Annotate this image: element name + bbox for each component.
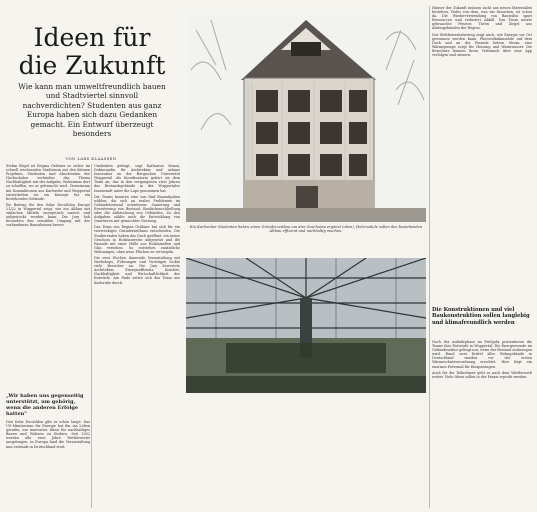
article-column-4-continued [432,340,532,508]
column-1-paragraph-1: Stefan Bögel ist Regina Gräbner so sicher im schnell wachsenden Stadtraum mit den kleinen Projekten. Studenten und Absolventen der Hochschulen verbinden das Thema Nachhaltigkeit mit der Aufgabe, Wohnraum dort zu schaffen, wo er gebraucht wird. Gemeinsam mit Kommilitonen aus Karlsruhe und Wuppertal entwickelten sie ein Konzept für ein bestehendes Gebäude. [6,164,90,201]
column-2-paragraph-1: Umdenken gefragt, sagt Katharina Simon, Doktorandin für Architektur und urbane Innovation an der Bergischen Universität Wuppertal. Als Koordinatorin gehört sie dem Team an, das in den vergangenen zwei Jahren das Bestandsgebäude in der Wuppertaler Innenstadt unter die Lupe genommen hat. [94,164,180,193]
column-divider [429,6,430,508]
column-2-paragraph-2: Die Teams konnten eine von fünf Bauaufgaben wählen, die sich an realen Problemen im Gebäudebestand orientieren: Sanierung und Erweiterung von Bestand, Baulückenschließung oder die Aufstockung von Gebäuden. Zu den Aufgaben zählte auch die Entwicklung von Quartieren mit gemischter Nutzung. [94,194,180,224]
subtitle: Wie kann man umweltfreundlich bauen und Stadtviertel sinnvoll nachverdichten? Studenten aus ganz Europa haben sich dazu Gedanken gemacht. Ein Entwurf überzeugt besonders [18,82,166,139]
photo-caption: Ein Karlsruher Studenten haben einen Gründerzeitbau um drei Geschosse ergänzt (oben). Holzmodule sollen den bestehenden Altbau effizient und nachhaltig machen. [189,225,423,234]
column-1-paragraph-3: Den Solar Decathlon gibt es schon lange. Das US-Ministerium für Energie hat ihn ins Leben gerufen, um innovative Ideen für nachhaltiges Bauen und Wohnen zu fördern. Seit 2002 werden alle zwei Jahre Wettbewerbe ausgetragen, in Europa fand die Veranstaltung nun erstmals in Deutschland statt. [6,420,90,449]
pull-quote: „Wir haben uns gegenseitig unterstützt, um gehörig, wenn die anderen Erfolge hatten" [6,393,84,417]
headline-line-2: die Zukunft [18,51,166,80]
article-column-1-continued [6,420,90,508]
column-divider [91,164,92,508]
column-4-paragraph-1: Häuser der Zukunft müssen nicht aus neuen Materialien bestehen. Vieles von dem, was wir brauchen, ist schon da. Die Wiederverwendung von Bauteilen spart Ressourcen und reduziert Abfall. Das Team nutzte gebrauchte Fenster, Türen und Ziegel aus Abrissgebäuden der Region. [432,6,532,31]
building-photo [186,10,426,222]
article-column-4 [432,6,532,304]
column-4-paragraph-4: Auch für die Teilnehmer geht es nach dem Wettbewerb weiter. Viele Ideen sollen in der Praxis erprobt werden. [432,370,532,379]
column-2-paragraph-3: Das Team von Regina Gräbner hat sich für ein vierstöckiges Gründerzeithaus entschieden. Die Studierenden haben das Dach geöffnet, ein neues Geschoss in Holzbauweise aufgesetzt und die Fassade mit einer Hülle aus Holzlamellen und Glas versehen. So entstehen zusätzliche Wohnungen, ohne neue Flächen zu versiegeln. [94,225,180,254]
page-title [6,24,178,80]
building-illustration [186,10,426,222]
section-subheading: Die Konstruktionen und viel Baukonstruktion sollen langlebig und klimafreundlich werden [432,307,530,326]
article-column-1 [6,164,90,390]
column-2-paragraph-4: Die zwei Wochen dauernde Veranstaltung mit Workshops, Führungen und Vorträgen lockte viele Besucher an. Die Jury bewertete Architektur, Energieeffizienz, Komfort, Nachhaltigkeit und Wirtschaftlichkeit der Entwürfe. Am Ende setzte sich das Team aus Karlsruhe durch. [94,255,180,285]
structure-photo [186,258,426,393]
column-4-paragraph-2: Der Wettbewerbsbeitrag zeigt auch, wie Energie vor Ort gewonnen werden kann. Photovoltaikmodule auf dem Dach und an der Fassade liefern Strom, eine Wärmepumpe sorgt für Heizung und Warmwasser. Die Bewohner können ihren Verbrauch über eine App verfolgen und steuern. [432,32,532,58]
glass-structure-illustration [186,258,426,393]
article-column-2 [94,164,180,508]
headline-line-1: Ideen für [33,23,151,52]
column-1-paragraph-2: Ihr Beitrag für den Solar Decathlon Europe 21/22 in Wuppertal zeigt, wie ein Altbau mit einfachen Mitteln energetisch saniert und aufgestockt werden kann. Die Jury hob besonders den sensiblen Umgang mit der vorhandenen Bausubstanz hervor. [6,202,90,228]
byline: VON LARS KLAASSEN [65,156,117,161]
column-4-paragraph-3: Nach der Auftaktphase im Frühjahr präsentieren die Teams ihre Entwürfe in Wuppertal. Die Energiewende im Gebäudesektor gelingt nur, wenn der Bestand einbezogen wird. Rund zwei Drittel aller Wohngebäude in Deutschland wurden vor der ersten Wärmeschutzverordnung errichtet. Hier liegt ein enormes Potenzial für Einsparungen. [432,340,532,369]
